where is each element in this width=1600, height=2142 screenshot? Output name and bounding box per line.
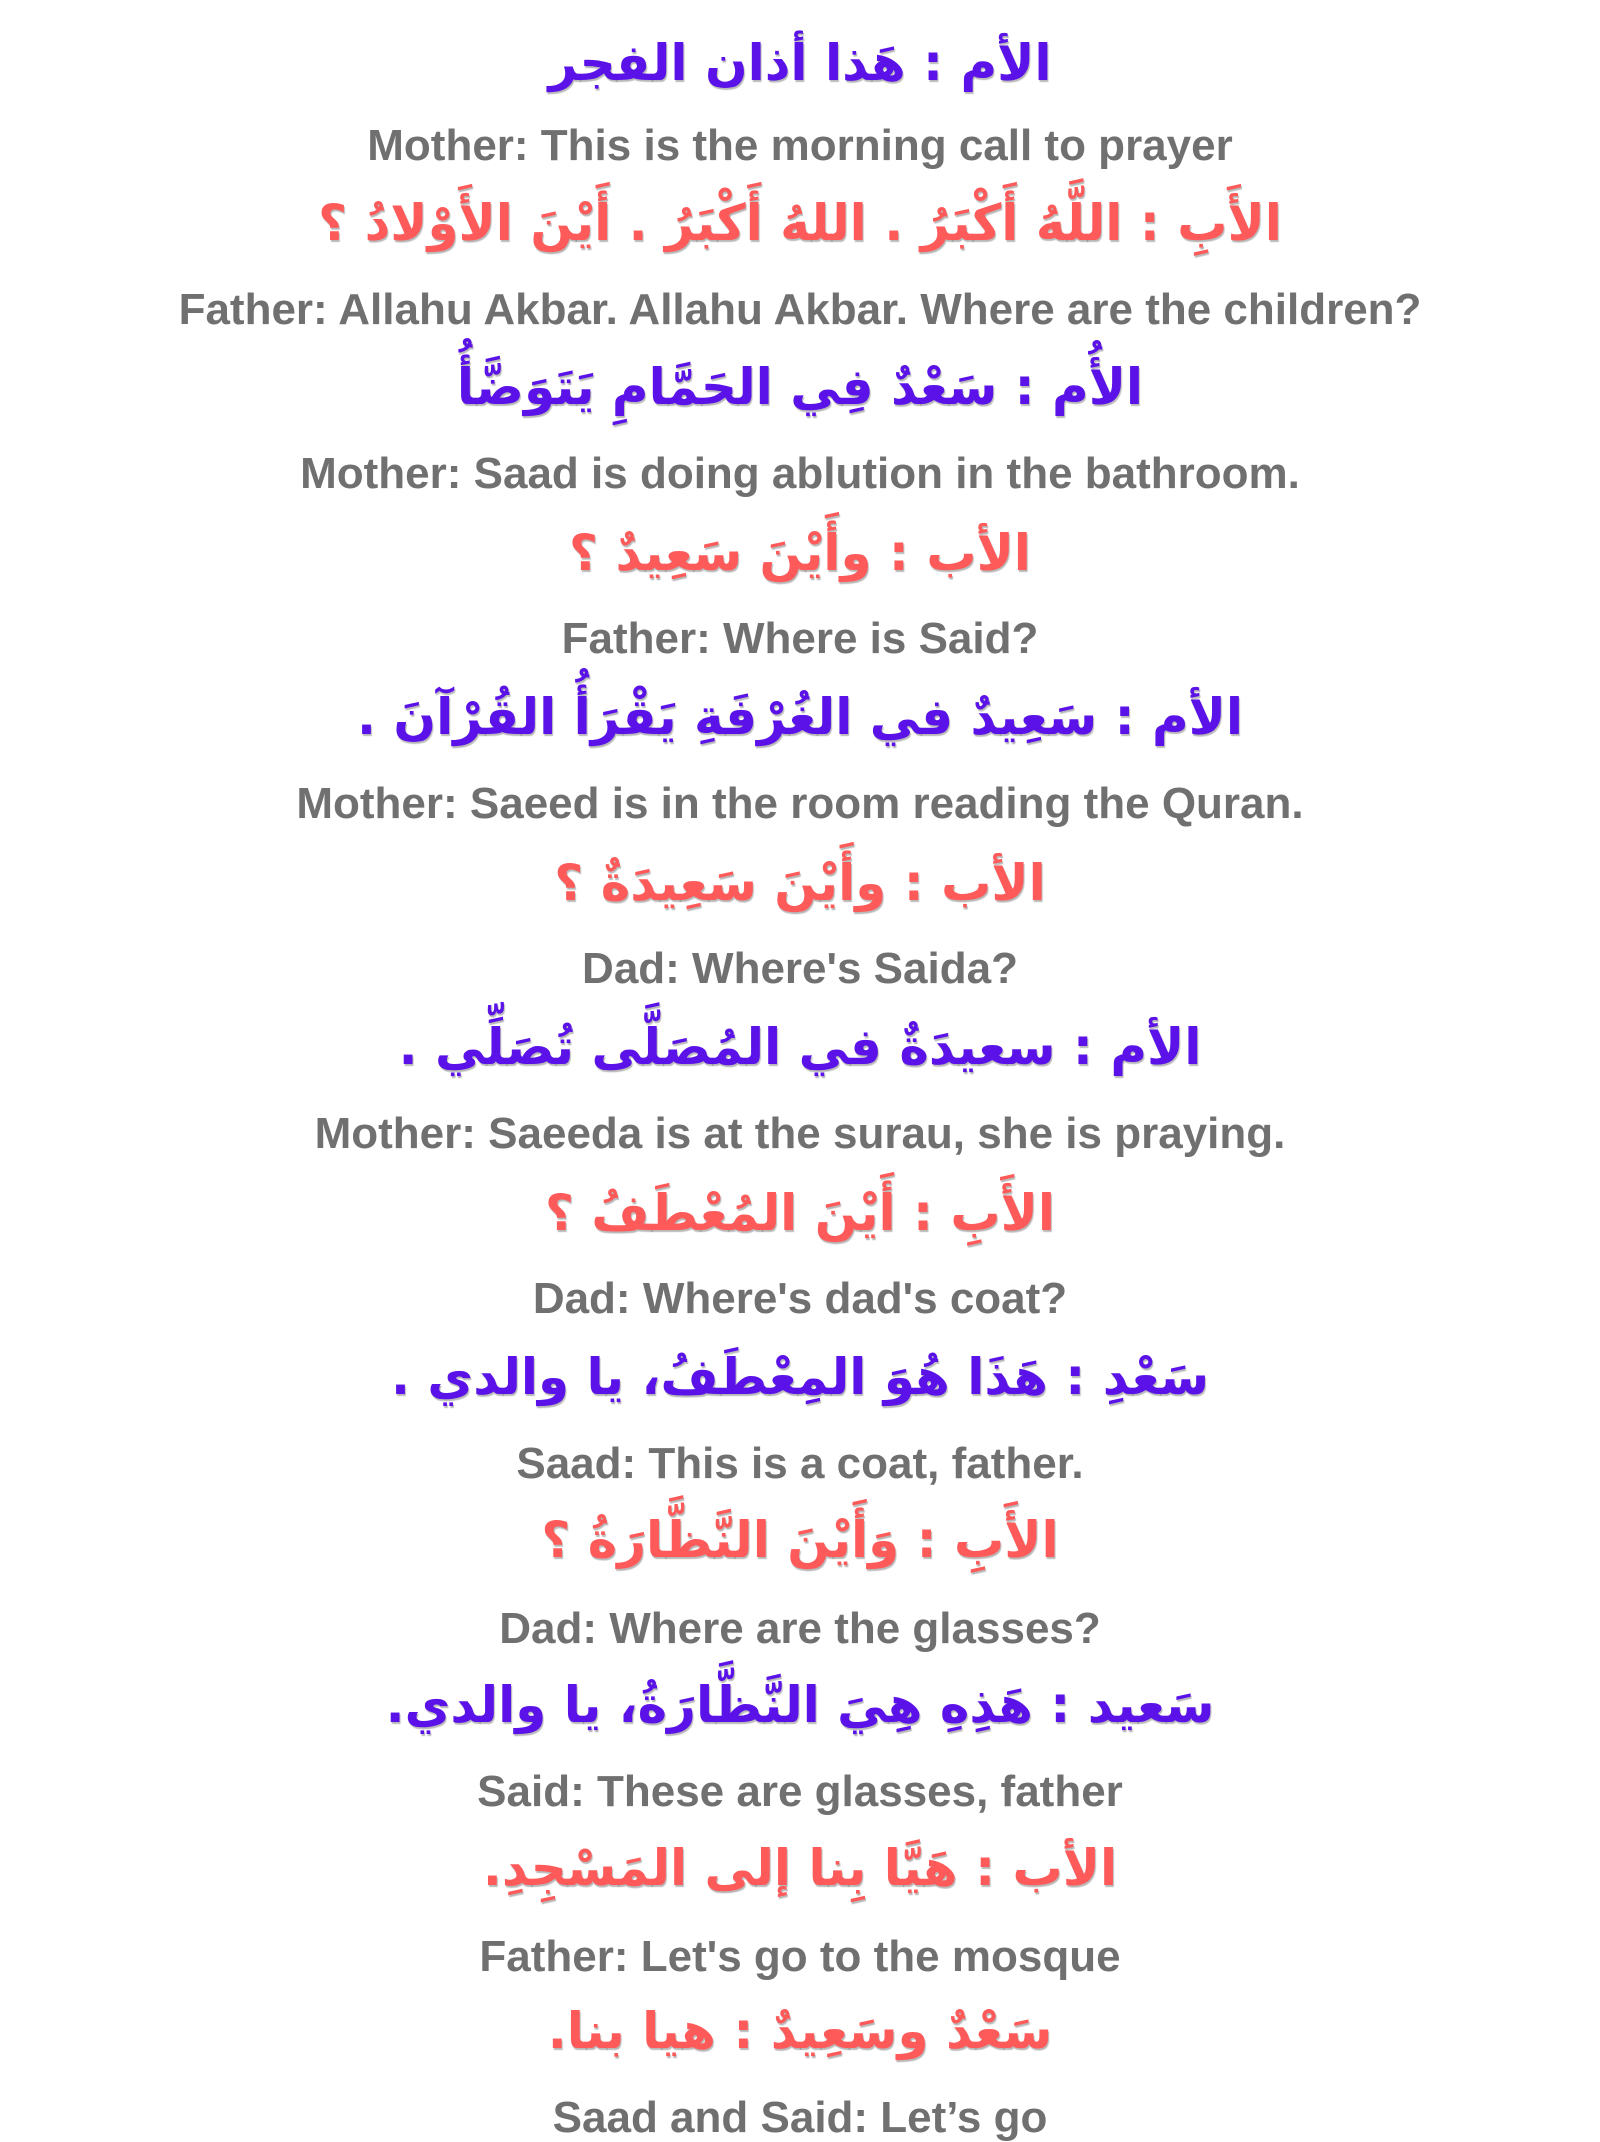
arabic-line-father-6: الأب : وأَيْنَ سَعِيدَةٌ ؟ xyxy=(554,854,1046,912)
arabic-line-mother-1: الأم : هَذا أذان الفجر xyxy=(548,34,1052,92)
arabic-line-mother-3: الأُم : سَعْدٌ فِي الحَمَّامِ يَتَوَضَّأُ xyxy=(456,358,1144,416)
english-translation-13: Saad and Said: Let’s go xyxy=(552,2093,1048,2142)
english-translation-11: Said: These are glasses, father xyxy=(477,1767,1123,1816)
arabic-line-saad-9: سَعْدِ : هَذَا هُوَ المِعْطَفُ، يا والدي . xyxy=(391,1348,1209,1406)
english-translation-2: Father: Allahu Akbar. Allahu Akbar. Where are the children? xyxy=(178,285,1422,334)
english-translation-4: Father: Where is Said? xyxy=(561,614,1039,663)
arabic-line-father-10: الأَبِ : وَأَيْنَ النَّظَّارَةُ ؟ xyxy=(541,1511,1059,1569)
english-translation-12: Father: Let's go to the mosque xyxy=(479,1932,1121,1981)
arabic-line-saad-and-said-13: سَعْدٌ وسَعِيدٌ : هيا بنا. xyxy=(547,2002,1053,2060)
english-translation-9: Saad: This is a coat, father. xyxy=(516,1439,1084,1488)
english-translation-8: Dad: Where's dad's coat? xyxy=(532,1274,1068,1323)
english-translation-6: Dad: Where's Saida? xyxy=(582,944,1018,993)
arabic-line-said-11: سَعيد : هَذِهِ هِيَ النَّظَّارَةُ، يا والدي. xyxy=(385,1676,1215,1734)
english-translation-7: Mother: Saeeda is at the surau, she is praying. xyxy=(314,1109,1286,1158)
english-translation-10: Dad: Where are the glasses? xyxy=(499,1604,1101,1653)
arabic-line-father-2: الأَبِ : اللَّهُ أَكْبَرُ . اللهُ أَكْبَرُ . أَيْنَ الأَوْلادُ ؟ xyxy=(318,194,1282,252)
english-translation-3: Mother: Saad is doing ablution in the bathroom. xyxy=(300,449,1300,498)
english-translation-5: Mother: Saeed is in the room reading the Quran. xyxy=(296,779,1304,828)
arabic-line-mother-7: الأم : سعيدَةٌ في المُصَلَّى تُصَلِّي . xyxy=(398,1018,1202,1076)
english-translation-1: Mother: This is the morning call to prayer xyxy=(367,121,1233,170)
arabic-line-father-12: الأب : هَيَّا بِنا إلى المَسْجِدِ. xyxy=(482,1839,1118,1897)
arabic-line-father-4: الأب : وأَيْنَ سَعِيدٌ ؟ xyxy=(569,524,1031,582)
arabic-line-father-8: الأَبِ : أَيْنَ المُعْطَفُ ؟ xyxy=(544,1184,1056,1242)
arabic-line-mother-5: الأم : سَعِيدٌ في الغُرْفَةِ يَقْرَأُ القُرْآنَ . xyxy=(357,688,1243,746)
